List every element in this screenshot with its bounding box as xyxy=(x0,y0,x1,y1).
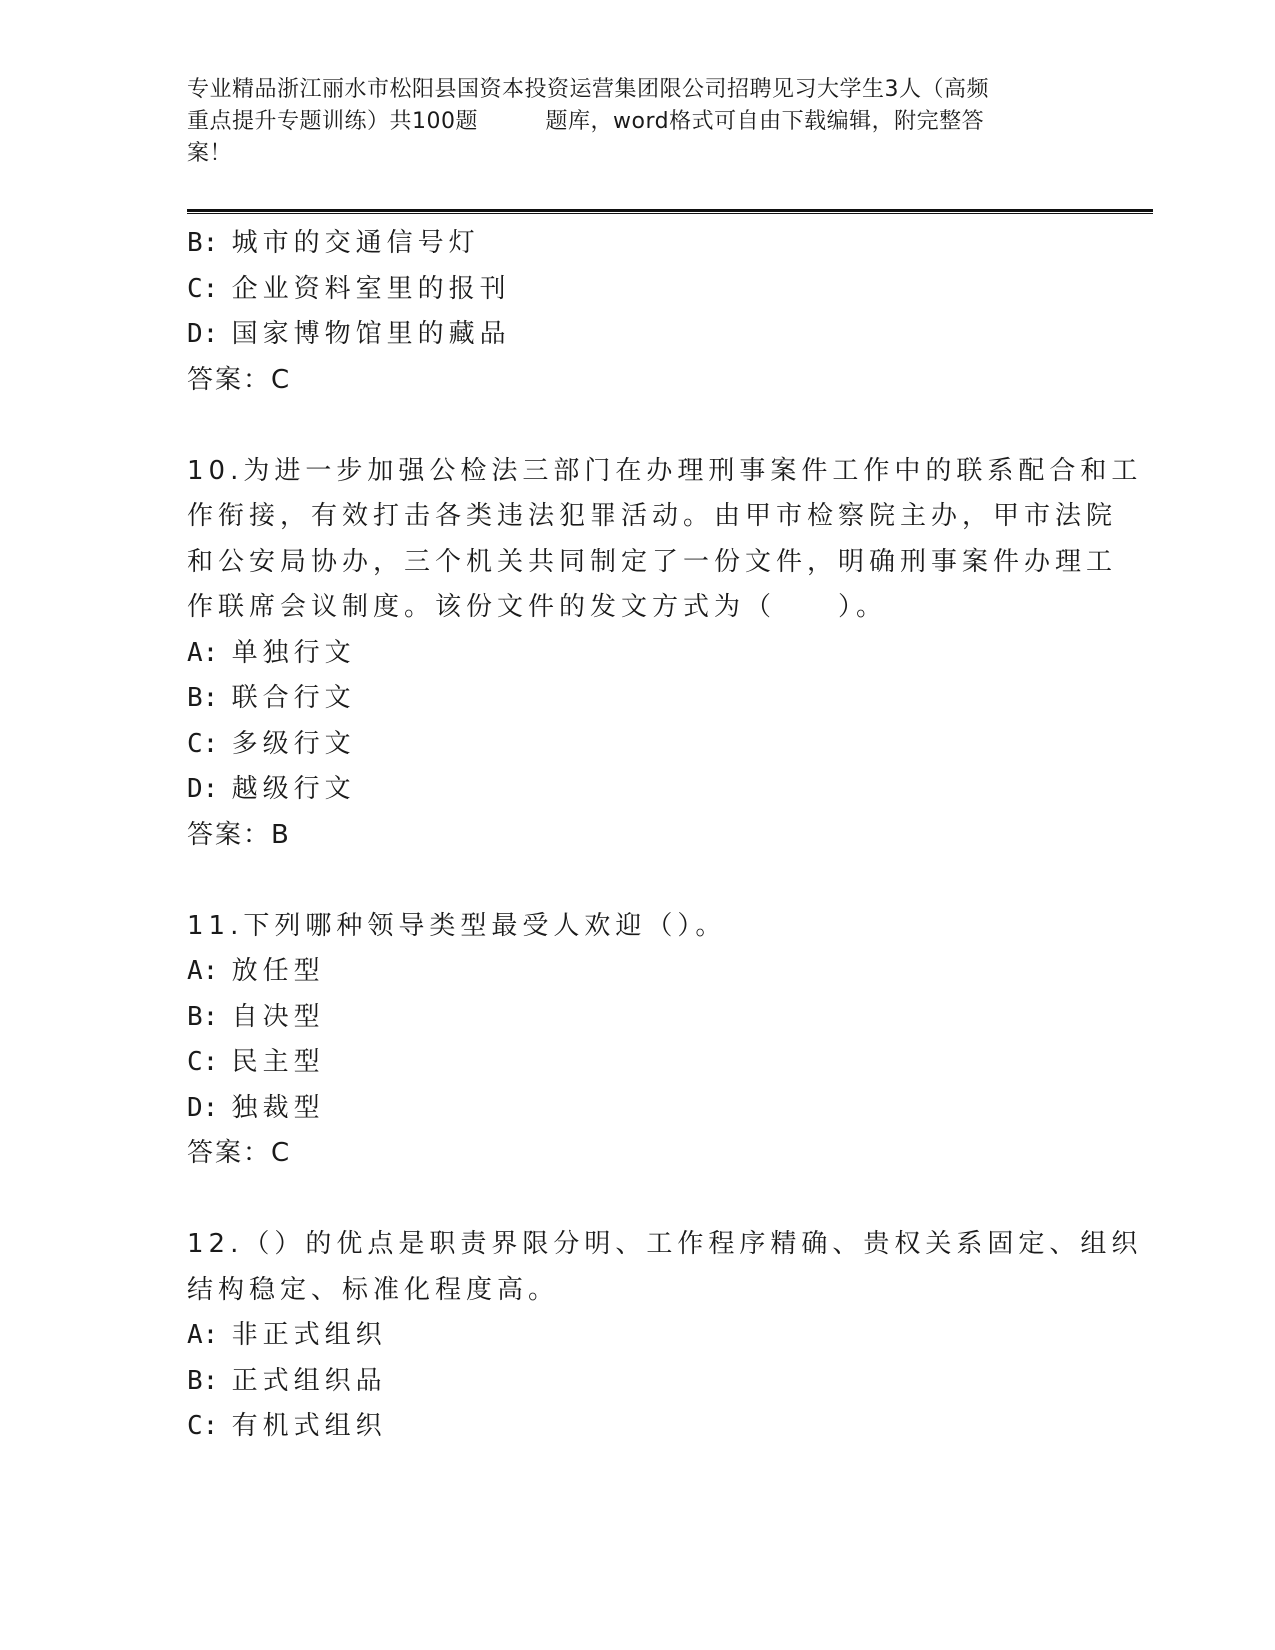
option-b xyxy=(187,676,1087,722)
option-letter: B: xyxy=(187,1365,219,1396)
header-title-line: 重点提升专题训练）共100题 题库，word格式可自由下载编辑，附完整答 xyxy=(187,109,985,134)
header-divider xyxy=(187,209,1153,214)
header-title-line: 案！ xyxy=(187,141,233,166)
option-text: 越级行文 xyxy=(231,774,356,804)
document-body xyxy=(187,221,1143,1450)
option-letter: A: xyxy=(187,956,219,986)
option-b xyxy=(187,995,1087,1041)
option-text: 国家博物馆里的藏品 xyxy=(231,319,511,349)
option-d xyxy=(187,312,1087,358)
header-title-line: 专业精品浙江丽水市松阳县国资本投资运营集团限公司招聘见习大学生3人（高频 xyxy=(187,77,989,102)
question-stem-line: 12.（）的优点是职责界限分明、工作程序精确、贵权关系固定、组织 xyxy=(187,1229,1143,1259)
option-letter: B: xyxy=(187,683,219,713)
question-11 xyxy=(187,904,1087,1177)
option-text: 有机式组织 xyxy=(231,1411,387,1441)
option-text: 独裁型 xyxy=(231,1092,325,1123)
option-b xyxy=(187,1359,1087,1405)
option-letter: D: xyxy=(187,319,219,349)
option-text: 多级行文 xyxy=(231,728,356,759)
question-stem-line: 和公安局协办，三个机关共同制定了一份文件，明确刑事案件办理工 xyxy=(187,546,1118,577)
question-stem-line: 作衔接，有效打击各类违法犯罪活动。由甲市检察院主办，甲市法院 xyxy=(187,501,1118,531)
option-c xyxy=(187,1404,1087,1450)
option-text: 非正式组织 xyxy=(231,1320,387,1350)
question-12 xyxy=(187,1222,1143,1450)
option-c xyxy=(187,267,1087,313)
spacer xyxy=(187,1177,1087,1223)
option-letter: A: xyxy=(187,637,219,668)
question-stem-line: 结构稳定、标准化程度高。 xyxy=(187,1274,560,1305)
question-stem-line: 10.为进一步加强公检法三部门在办理刑事案件工作中的联系配合和工 xyxy=(187,455,1143,486)
option-d xyxy=(187,1086,1087,1132)
option-letter: B: xyxy=(187,228,219,258)
answer-line: 答案：C xyxy=(187,364,292,395)
question-stem-line: 作联席会议制度。该份文件的发文方式为（ ）。 xyxy=(187,592,888,622)
spacer xyxy=(187,403,1087,449)
option-d xyxy=(187,767,1087,813)
option-c xyxy=(187,722,1087,768)
option-text: 单独行文 xyxy=(231,637,356,668)
option-c xyxy=(187,1040,1087,1086)
option-letter: C: xyxy=(187,728,219,759)
answer-line: 答案：C xyxy=(187,1138,292,1168)
option-text: 正式组织品 xyxy=(231,1365,387,1396)
option-b xyxy=(187,221,1087,267)
option-text: 联合行文 xyxy=(231,683,356,713)
option-letter: C: xyxy=(187,273,219,304)
option-letter: C: xyxy=(187,1411,219,1441)
option-letter: A: xyxy=(187,1320,219,1350)
option-text: 企业资料室里的报刊 xyxy=(231,273,511,304)
option-text: 自决型 xyxy=(231,1001,325,1032)
option-text: 城市的交通信号灯 xyxy=(231,228,480,258)
option-letter: D: xyxy=(187,774,219,804)
option-letter: C: xyxy=(187,1047,219,1077)
option-letter: B: xyxy=(187,1001,219,1032)
option-letter: D: xyxy=(187,1092,219,1123)
answer-line: 答案：B xyxy=(187,819,291,850)
option-a xyxy=(187,631,1087,677)
question-9-options xyxy=(187,221,1087,403)
question-10 xyxy=(187,449,1143,859)
option-text: 放任型 xyxy=(231,956,325,986)
option-a xyxy=(187,949,1087,995)
option-a xyxy=(187,1313,1087,1359)
document-header xyxy=(187,74,1087,170)
question-stem-line: 11.下列哪种领导类型最受人欢迎（）。 xyxy=(187,910,727,941)
spacer xyxy=(187,858,1087,904)
option-text: 民主型 xyxy=(231,1047,325,1077)
